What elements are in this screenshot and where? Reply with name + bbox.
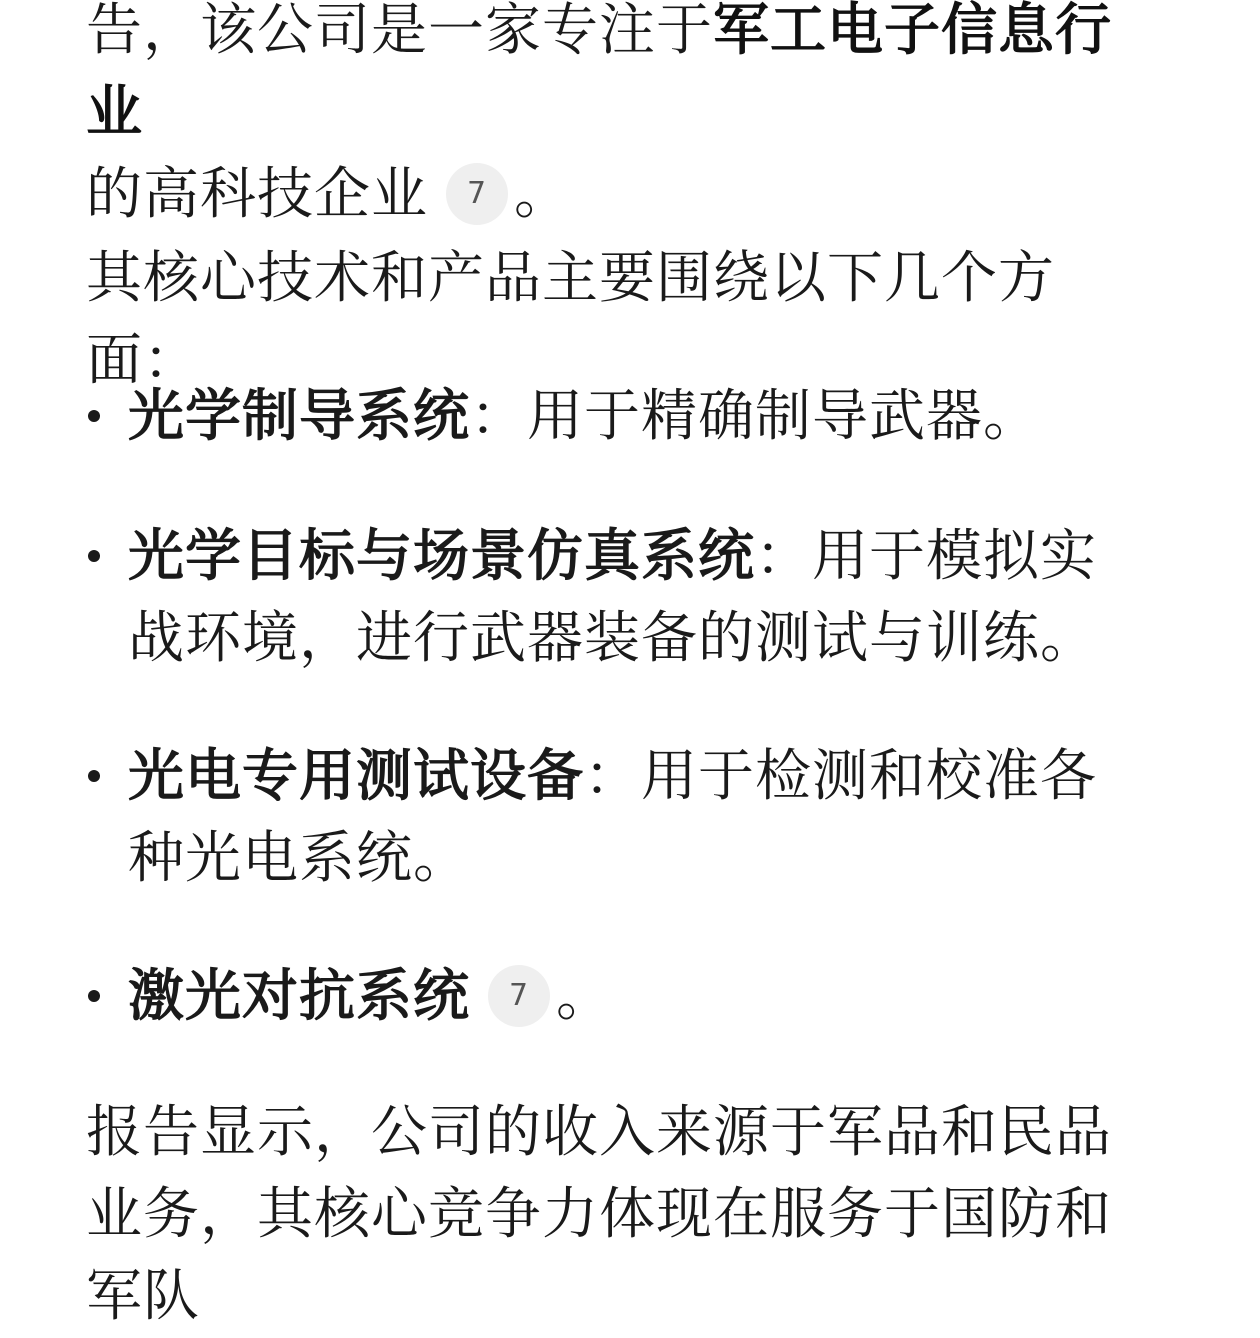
bullet-bold-term: 激光对抗系统 <box>128 964 470 1029</box>
bullet-description: 。 <box>556 964 613 1029</box>
intro-bold-industry: 军工电子信息行业 <box>86 0 1112 145</box>
bullet-dot-icon <box>88 410 100 422</box>
bullet-text <box>128 376 1148 458</box>
bullet-bold-term: 光学目标与场景仿真系统 <box>128 524 755 589</box>
intro-period: 。 <box>514 162 571 227</box>
citation-badge[interactable]: 7 <box>446 163 508 225</box>
bullet-bold-term: 光学制导系统 <box>128 384 470 449</box>
summary-paragraph: 报告显示，公司的收入来源于军品和民品业务，其核心竞争力体现在服务于国防和军队 <box>86 1100 1112 1329</box>
bullet-dot-icon <box>88 550 100 562</box>
bullet-text <box>128 956 1148 1038</box>
bullet-bold-term: 光电专用测试设备 <box>128 744 584 809</box>
bullet-text <box>128 736 1148 900</box>
bullet-dot-icon <box>88 770 100 782</box>
lead-paragraph: 其核心技术和产品主要围绕以下几个方面： <box>86 246 1055 393</box>
intro-paragraph <box>86 0 1166 236</box>
bullet-text <box>128 516 1148 680</box>
bullet-description: ：用于精确制导武器。 <box>470 384 1040 449</box>
bullet-description: ：用于模拟实战环境，进行武器装备的测试与训练。 <box>128 524 1097 671</box>
intro-text-1: 告，该公司是一家专注于 <box>86 0 713 63</box>
intro-text-2: 的高科技企业 <box>86 162 428 227</box>
bullet-dot-icon <box>88 990 100 1002</box>
bullet-description: ：用于检测和校准各种光电系统。 <box>128 744 1097 891</box>
citation-badge[interactable]: 7 <box>488 965 550 1027</box>
